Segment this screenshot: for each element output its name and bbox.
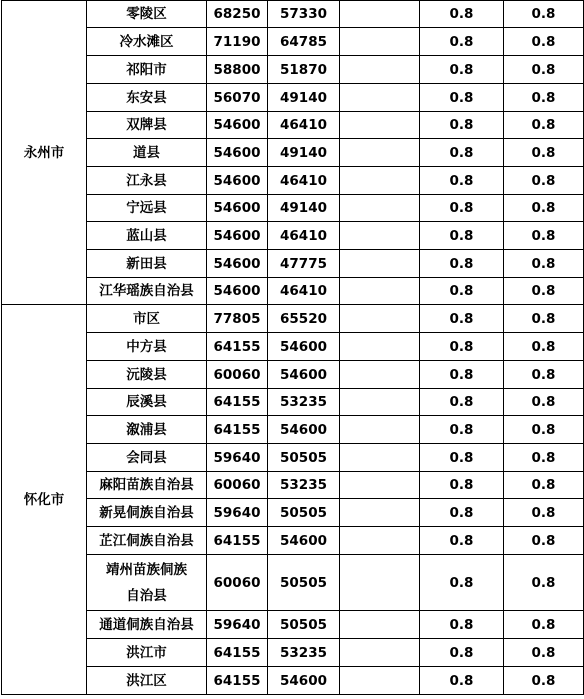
value-cell-1: 59640: [207, 444, 268, 472]
ratio-cell-2: 0.8: [504, 416, 584, 444]
value-cell-2: 54600: [268, 667, 340, 695]
value-cell-2: 54600: [268, 416, 340, 444]
value-cell-2: 57330: [268, 1, 340, 28]
ratio-cell-2: 0.8: [504, 195, 584, 222]
city-cell: 怀化市: [2, 305, 87, 695]
value-cell-1: 54600: [207, 222, 268, 250]
table-row: [2, 1, 584, 28]
city-cell: 永州市: [2, 1, 87, 305]
table-row: [2, 278, 584, 305]
county-cell: 双牌县: [87, 112, 207, 139]
ratio-cell-2: 0.8: [504, 56, 584, 84]
value-cell-1: 54600: [207, 112, 268, 139]
ratio-cell-2: 0.8: [504, 667, 584, 695]
value-cell-1: 54600: [207, 139, 268, 167]
county-cell: 溆浦县: [87, 416, 207, 444]
table-row: [2, 527, 584, 555]
value-cell-3: [340, 361, 420, 389]
value-cell-3: [340, 333, 420, 361]
value-cell-2: 46410: [268, 222, 340, 250]
value-cell-2: 53235: [268, 472, 340, 499]
table-row: [2, 499, 584, 527]
ratio-cell-2: 0.8: [504, 222, 584, 250]
table-row: [2, 361, 584, 389]
table-row: [2, 56, 584, 84]
ratio-cell-2: 0.8: [504, 499, 584, 527]
county-cell: 零陵区: [87, 1, 207, 28]
county-cell: 沅陵县: [87, 361, 207, 389]
value-cell-3: [340, 639, 420, 667]
county-cell: 中方县: [87, 333, 207, 361]
ratio-cell-1: 0.8: [420, 28, 504, 56]
ratio-cell-1: 0.8: [420, 416, 504, 444]
county-cell: 麻阳苗族自治县: [87, 472, 207, 499]
value-cell-1: 54600: [207, 250, 268, 278]
value-cell-2: 65520: [268, 305, 340, 333]
value-cell-1: 59640: [207, 499, 268, 527]
value-cell-3: [340, 527, 420, 555]
ratio-cell-1: 0.8: [420, 639, 504, 667]
value-cell-3: [340, 56, 420, 84]
ratio-cell-2: 0.8: [504, 389, 584, 416]
ratio-cell-1: 0.8: [420, 527, 504, 555]
ratio-cell-1: 0.8: [420, 333, 504, 361]
value-cell-2: 49140: [268, 139, 340, 167]
ratio-cell-2: 0.8: [504, 333, 584, 361]
value-cell-1: 56070: [207, 84, 268, 112]
value-cell-2: 47775: [268, 250, 340, 278]
county-cell: 江华瑶族自治县: [87, 278, 207, 305]
ratio-cell-1: 0.8: [420, 250, 504, 278]
ratio-cell-2: 0.8: [504, 555, 584, 611]
value-cell-3: [340, 389, 420, 416]
value-cell-2: 50505: [268, 444, 340, 472]
ratio-cell-1: 0.8: [420, 222, 504, 250]
county-cell: 洪江市: [87, 639, 207, 667]
ratio-cell-2: 0.8: [504, 28, 584, 56]
value-cell-2: 50505: [268, 499, 340, 527]
ratio-cell-2: 0.8: [504, 639, 584, 667]
value-cell-1: 64155: [207, 639, 268, 667]
value-cell-3: [340, 84, 420, 112]
table-row: [2, 639, 584, 667]
value-cell-3: [340, 416, 420, 444]
county-cell: 靖州苗族侗族自治县: [87, 555, 207, 611]
ratio-cell-1: 0.8: [420, 1, 504, 28]
value-cell-2: 54600: [268, 361, 340, 389]
ratio-cell-2: 0.8: [504, 84, 584, 112]
value-cell-3: [340, 611, 420, 639]
value-cell-3: [340, 167, 420, 195]
ratio-cell-1: 0.8: [420, 139, 504, 167]
value-cell-1: 59640: [207, 611, 268, 639]
table-row: [2, 84, 584, 112]
ratio-cell-1: 0.8: [420, 56, 504, 84]
value-cell-1: 64155: [207, 333, 268, 361]
value-cell-2: 50505: [268, 611, 340, 639]
table-row: [2, 389, 584, 416]
ratio-cell-1: 0.8: [420, 389, 504, 416]
value-cell-3: [340, 305, 420, 333]
ratio-cell-2: 0.8: [504, 444, 584, 472]
table-row: [2, 250, 584, 278]
value-cell-3: [340, 499, 420, 527]
value-cell-3: [340, 112, 420, 139]
county-cell: 江永县: [87, 167, 207, 195]
table-row: [2, 667, 584, 695]
county-cell: 辰溪县: [87, 389, 207, 416]
value-cell-2: 53235: [268, 639, 340, 667]
ratio-cell-2: 0.8: [504, 112, 584, 139]
table-row: [2, 611, 584, 639]
value-cell-3: [340, 28, 420, 56]
value-cell-2: 54600: [268, 527, 340, 555]
value-cell-1: 64155: [207, 389, 268, 416]
value-cell-2: 51870: [268, 56, 340, 84]
ratio-cell-1: 0.8: [420, 278, 504, 305]
county-cell: 通道侗族自治县: [87, 611, 207, 639]
ratio-cell-1: 0.8: [420, 112, 504, 139]
table-row: [2, 555, 584, 611]
table-row: [2, 444, 584, 472]
county-cell: 宁远县: [87, 195, 207, 222]
value-cell-1: 64155: [207, 527, 268, 555]
county-cell: 洪江区: [87, 667, 207, 695]
ratio-cell-2: 0.8: [504, 305, 584, 333]
county-cell: 道县: [87, 139, 207, 167]
value-cell-1: 64155: [207, 667, 268, 695]
value-cell-1: 60060: [207, 555, 268, 611]
value-cell-2: 46410: [268, 112, 340, 139]
table-row: [2, 305, 584, 333]
table-row: [2, 472, 584, 499]
county-cell: 新田县: [87, 250, 207, 278]
table-body: [2, 1, 584, 695]
county-cell: 芷江侗族自治县: [87, 527, 207, 555]
table-row: [2, 139, 584, 167]
value-cell-2: 46410: [268, 278, 340, 305]
ratio-cell-1: 0.8: [420, 195, 504, 222]
ratio-cell-2: 0.8: [504, 611, 584, 639]
value-cell-1: 54600: [207, 167, 268, 195]
ratio-cell-1: 0.8: [420, 472, 504, 499]
ratio-cell-1: 0.8: [420, 611, 504, 639]
value-cell-1: 54600: [207, 195, 268, 222]
ratio-cell-2: 0.8: [504, 361, 584, 389]
county-cell: 会同县: [87, 444, 207, 472]
value-cell-2: 53235: [268, 389, 340, 416]
table-row: [2, 333, 584, 361]
ratio-cell-1: 0.8: [420, 84, 504, 112]
value-cell-1: 58800: [207, 56, 268, 84]
ratio-cell-2: 0.8: [504, 250, 584, 278]
value-cell-1: 54600: [207, 278, 268, 305]
table-row: [2, 416, 584, 444]
value-cell-3: [340, 250, 420, 278]
value-cell-3: [340, 667, 420, 695]
county-cell: 市区: [87, 305, 207, 333]
ratio-cell-2: 0.8: [504, 278, 584, 305]
table-row: [2, 195, 584, 222]
ratio-cell-1: 0.8: [420, 361, 504, 389]
value-cell-2: 49140: [268, 195, 340, 222]
table-row: [2, 222, 584, 250]
county-cell: 蓝山县: [87, 222, 207, 250]
ratio-cell-2: 0.8: [504, 139, 584, 167]
value-cell-3: [340, 195, 420, 222]
ratio-cell-1: 0.8: [420, 555, 504, 611]
value-cell-3: [340, 472, 420, 499]
value-cell-3: [340, 555, 420, 611]
ratio-cell-1: 0.8: [420, 499, 504, 527]
compensation-table: [1, 0, 584, 695]
county-cell: 东安县: [87, 84, 207, 112]
county-cell: 新晃侗族自治县: [87, 499, 207, 527]
ratio-cell-2: 0.8: [504, 472, 584, 499]
value-cell-1: 60060: [207, 361, 268, 389]
value-cell-3: [340, 222, 420, 250]
value-cell-2: 46410: [268, 167, 340, 195]
ratio-cell-1: 0.8: [420, 167, 504, 195]
table-row: [2, 167, 584, 195]
value-cell-2: 49140: [268, 84, 340, 112]
county-cell: 祁阳市: [87, 56, 207, 84]
ratio-cell-2: 0.8: [504, 1, 584, 28]
ratio-cell-2: 0.8: [504, 167, 584, 195]
table-row: [2, 112, 584, 139]
value-cell-3: [340, 278, 420, 305]
value-cell-2: 64785: [268, 28, 340, 56]
table-row: [2, 28, 584, 56]
county-cell: 冷水滩区: [87, 28, 207, 56]
value-cell-1: 68250: [207, 1, 268, 28]
ratio-cell-1: 0.8: [420, 667, 504, 695]
value-cell-3: [340, 139, 420, 167]
value-cell-2: 54600: [268, 333, 340, 361]
value-cell-1: 60060: [207, 472, 268, 499]
value-cell-3: [340, 1, 420, 28]
ratio-cell-1: 0.8: [420, 444, 504, 472]
ratio-cell-2: 0.8: [504, 527, 584, 555]
value-cell-3: [340, 444, 420, 472]
value-cell-2: 50505: [268, 555, 340, 611]
value-cell-1: 71190: [207, 28, 268, 56]
value-cell-1: 64155: [207, 416, 268, 444]
ratio-cell-1: 0.8: [420, 305, 504, 333]
value-cell-1: 77805: [207, 305, 268, 333]
